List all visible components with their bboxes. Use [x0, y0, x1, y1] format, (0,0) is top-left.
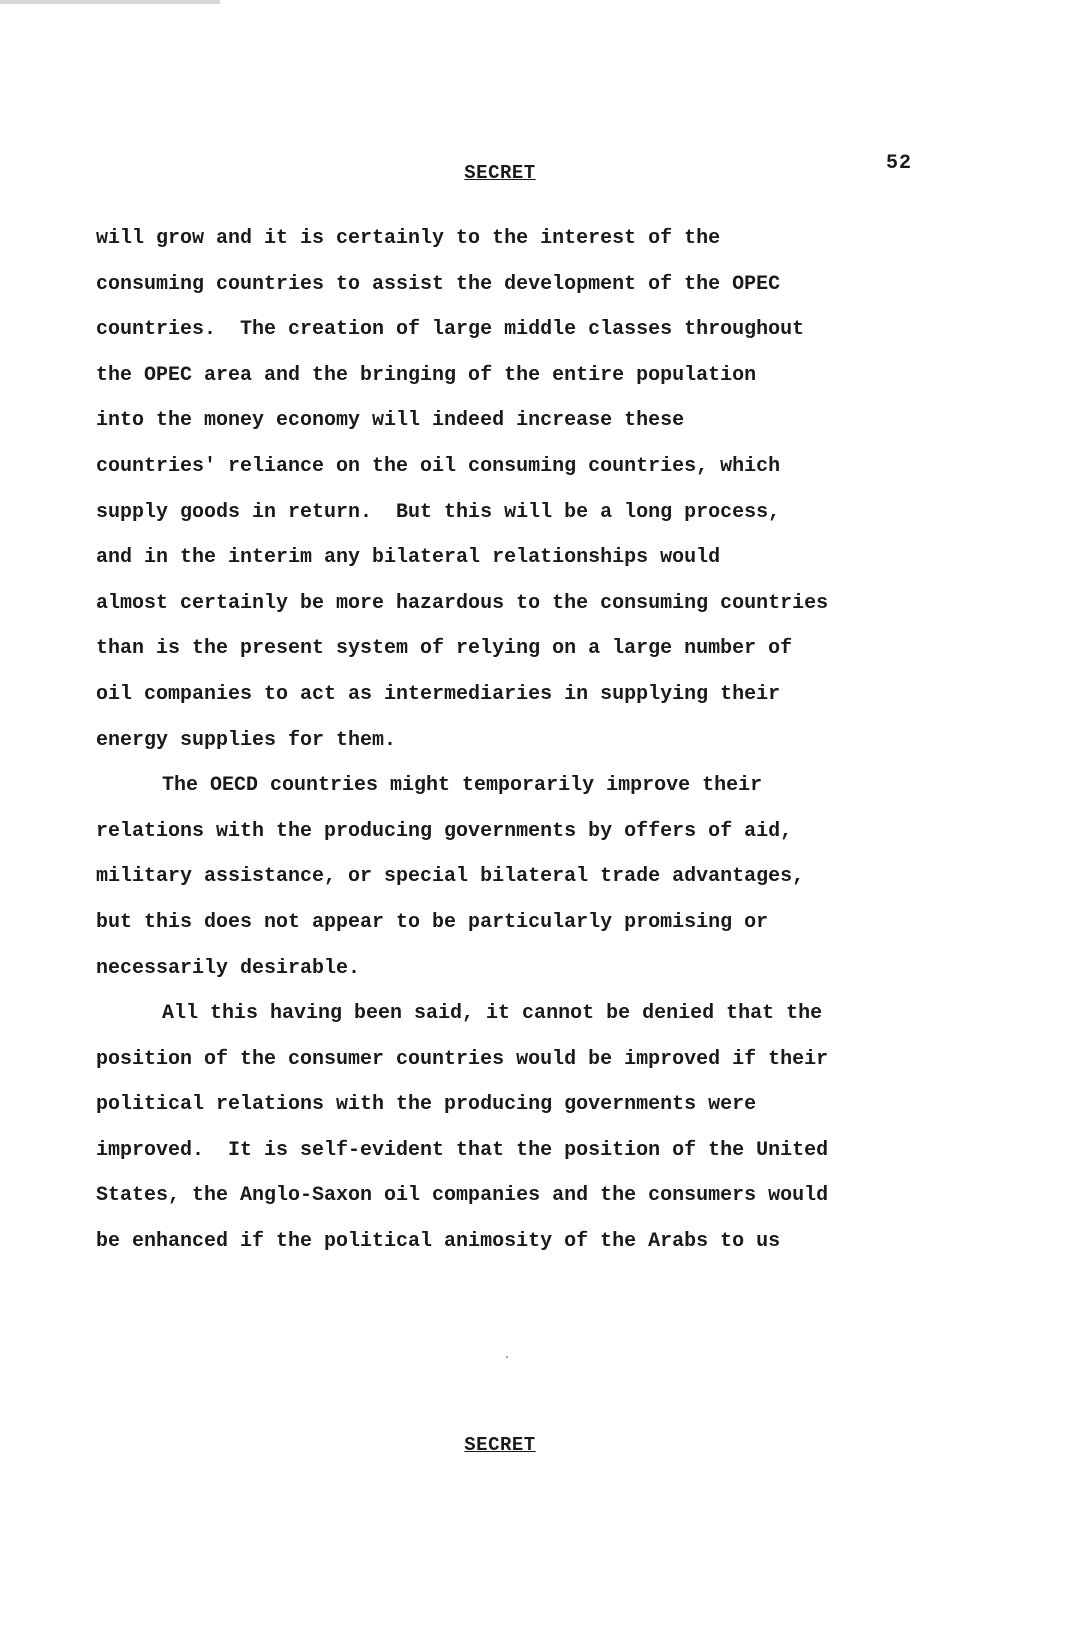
- paragraph-start-line: The OECD countries might temporarily improve their: [162, 774, 763, 798]
- paragraph-start-line: All this having been said, it cannot be denied that the: [162, 1002, 823, 1026]
- text-line: oil companies to act as intermediaries in supplying their: [96, 682, 781, 706]
- scan-edge-artifact: [0, 0, 220, 4]
- text-line: relations with the producing governments by offers of aid,: [96, 819, 793, 843]
- footer-classification-marking: SECRET: [464, 1434, 536, 1456]
- header-classification-marking: SECRET: [464, 162, 536, 184]
- text-line: necessarily desirable.: [96, 956, 361, 980]
- text-line: be enhanced if the political animosity of the Arabs to us: [96, 1230, 781, 1254]
- body-text: [96, 225, 956, 1274]
- stray-scan-mark: [506, 1356, 508, 1358]
- text-line: political relations with the producing governments were: [96, 1093, 757, 1117]
- text-line: consuming countries to assist the development of the OPEC: [96, 272, 781, 296]
- text-line: position of the consumer countries would be improved if their: [96, 1047, 829, 1071]
- text-line: than is the present system of relying on a large number of: [96, 637, 793, 661]
- text-line: countries. The creation of large middle classes throughout: [96, 318, 805, 342]
- text-line: improved. It is self-evident that the position of the United: [96, 1138, 829, 1162]
- text-line: and in the interim any bilateral relationships would: [96, 546, 721, 570]
- page-number: 52: [886, 152, 913, 175]
- text-line: energy supplies for them.: [96, 728, 397, 752]
- text-line: military assistance, or special bilateral trade advantages,: [96, 865, 805, 889]
- text-line: will grow and it is certainly to the interest of the: [96, 227, 721, 250]
- text-line: countries' reliance on the oil consuming countries, which: [96, 454, 781, 478]
- text-line: supply goods in return. But this will be a long process,: [96, 500, 781, 524]
- text-line: States, the Anglo-Saxon oil companies and the consumers would: [96, 1184, 829, 1208]
- text-line: but this does not appear to be particularly promising or: [96, 910, 769, 934]
- text-line: into the money economy will indeed increase these: [96, 409, 685, 433]
- text-line: almost certainly be more hazardous to the consuming countries: [96, 591, 829, 615]
- text-line: the OPEC area and the bringing of the entire population: [96, 363, 757, 387]
